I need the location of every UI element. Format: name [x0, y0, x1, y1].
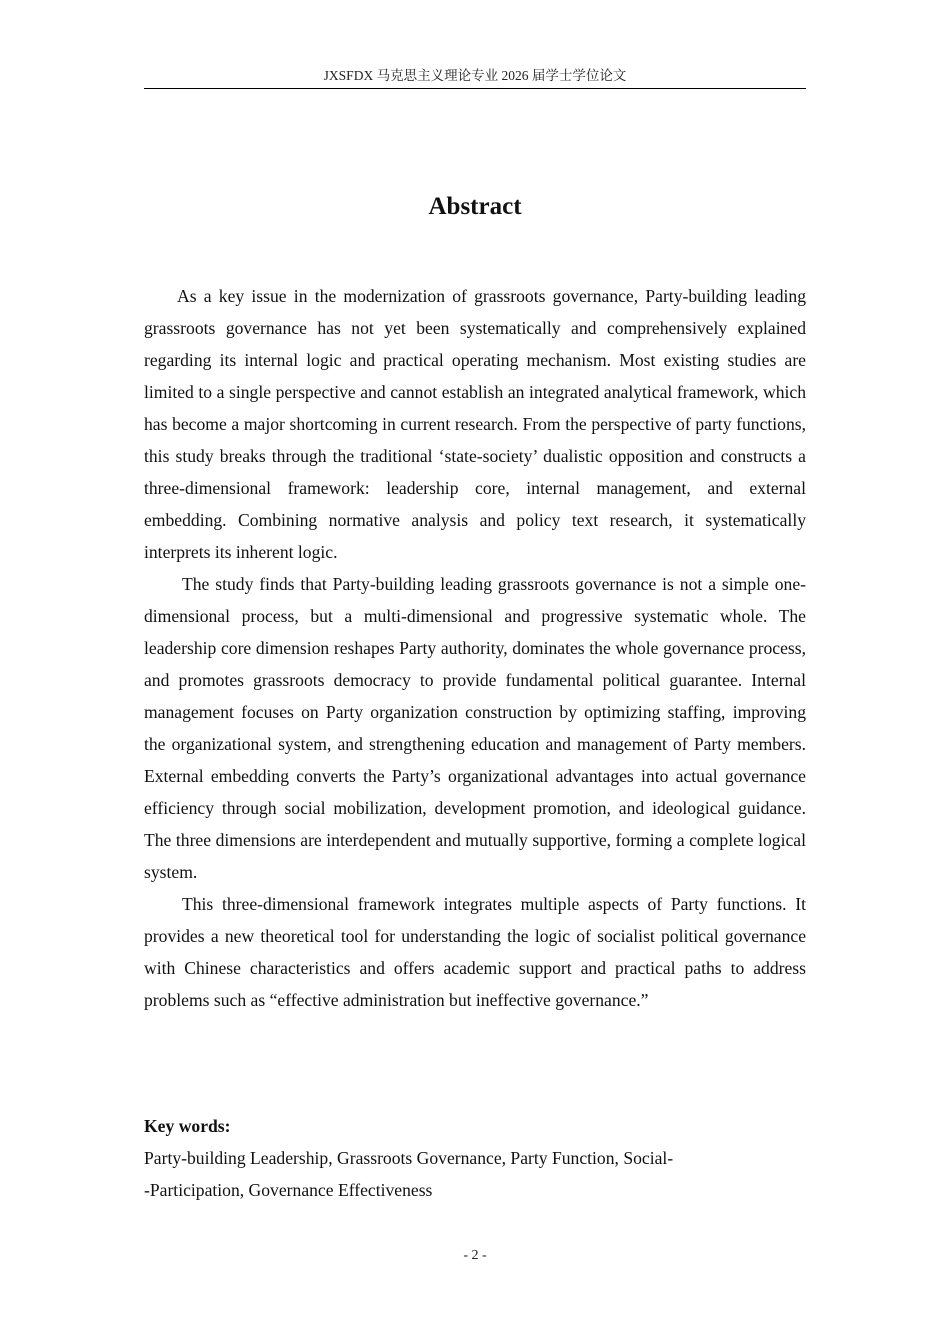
abstract-paragraph-1: As a key issue in the modernization of grassroots governance, Party-building leading grassroots governance has not yet been systematically and comprehensively explained regarding its internal logic and practical operating mechanism. Most existing studies are limited to a single perspective and cannot establish an integrated analytical framework, which has become a major shortcoming in current research. From the perspective of party functions, this study breaks through the traditional ‘state-society’ dualistic opposition and constructs a three-dimensional framework: leadership core, internal management, and external embedding. Combining normative analysis and policy text research, it systematically interprets its inherent logic.: [144, 286, 806, 562]
keywords-label: Key words:: [144, 1116, 231, 1136]
keywords-line-2: -Participation, Governance Effectiveness: [144, 1180, 433, 1200]
keywords-line-1: Party-building Leadership, Grassroots Governance, Party Function, Social-: [144, 1148, 674, 1168]
running-header-title: JXSFDX 马克思主义理论专业 2026 届学士学位论文: [323, 68, 627, 83]
keywords-section: [144, 1110, 806, 1206]
running-header: [144, 66, 806, 89]
abstract-body: [144, 280, 806, 1016]
abstract-paragraph-3: This three-dimensional framework integrates multiple aspects of Party functions. It provides a new theoretical tool for understanding the logic of socialist political governance with Chinese characteristics and offers academic support and practical paths to address problems such as “effective administration but ineffective governance.”: [144, 894, 806, 1010]
abstract-paragraph-2: The study finds that Party-building leading grassroots governance is not a simple one-dimensional process, but a multi-dimensional and progressive systematic whole. The leadership core dimension reshapes Party authority, dominates the whole governance process, and promotes grassroots democracy to provide fundamental political guarantee. Internal management focuses on Party organization construction by optimizing staffing, improving the organizational system, and strengthening education and management of Party members. External embedding converts the Party’s organizational advantages into actual governance efficiency through social mobilization, development promotion, and ideological guidance. The three dimensions are interdependent and mutually supportive, forming a complete logical system.: [144, 574, 806, 882]
page-title: Abstract: [428, 193, 522, 220]
page-number: - 2 -: [463, 1248, 487, 1263]
